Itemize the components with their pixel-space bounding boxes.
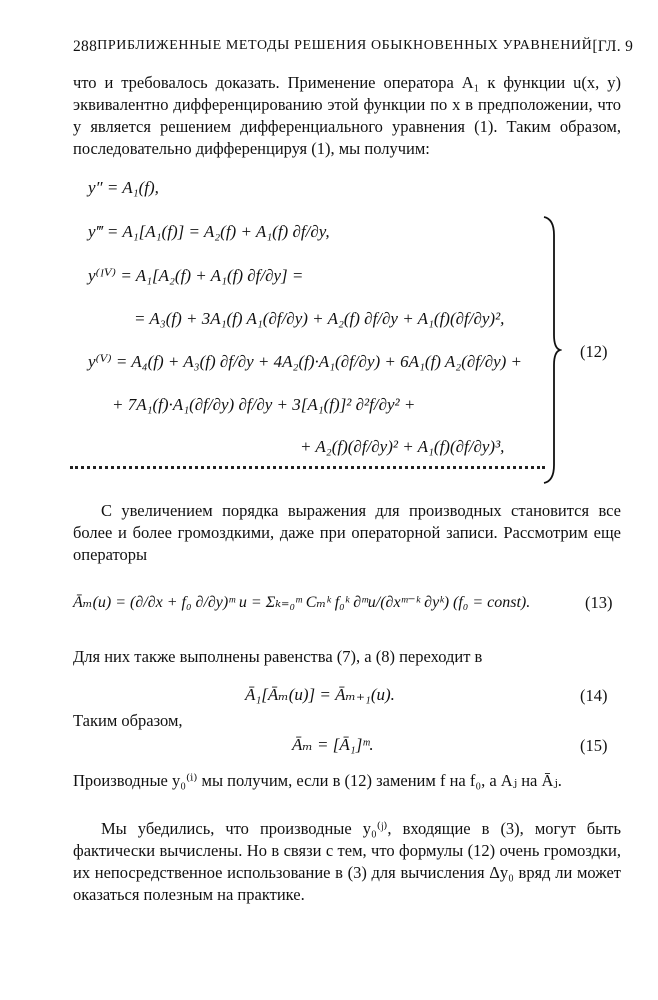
paragraph-4: Таким образом, — [73, 711, 183, 730]
eq-number-13: (13) — [585, 593, 613, 612]
paragraph-2: С увеличением порядка выражения для производных становится все более и более громоздкими, даже при операторной записи. Рассмотрим еще операторы — [73, 501, 621, 564]
eq12-line5: y⁽ⱽ⁾ = A₄(f) + A₃(f) ∂f/∂y + 4A₂(f)·A₁(∂f/∂y) + 6A₁(f) A₂(∂f/∂y) + — [88, 352, 523, 371]
eq12-line1: y″ = A₁(f), — [88, 178, 159, 197]
eq12-line2: y‴ = A₁[A₁(f)] = A₂(f) + A₁(f) ∂f/∂y, — [88, 222, 330, 241]
paragraph-3: Для них также выполнены равенства (7), а (8) переходит в — [73, 647, 483, 666]
eq12-line3: y⁽ᴵⱽ⁾ = A₁[A₂(f) + A₁(f) ∂f/∂y] = — [88, 266, 304, 285]
paragraph-6: Мы убедились, что производные y₀⁽ʲ⁾, входящие в (3), могут быть фактически вычислены. Но в связи с тем, что формулы (12) очень громоздки, их непосредственное использование в (3) для вычисления Δy₀ вряд ли может оказаться полезным на практике. — [73, 819, 621, 904]
right-brace — [540, 215, 562, 485]
eq13: Āₘ(u) = (∂/∂x + f₀ ∂/∂y)ᵐ u = Σₖ₌₀ᵐ Cₘᵏ f₀ᵏ ∂ᵐu/(∂xᵐ⁻ᵏ ∂yᵏ) (f₀ = const). — [73, 594, 531, 611]
eq-number-14: (14) — [580, 686, 608, 705]
page-number: 288 — [73, 38, 98, 55]
chapter-label: [ГЛ. 9 — [592, 38, 634, 55]
eq-number-15: (15) — [580, 736, 608, 755]
continuation-dots — [70, 466, 545, 469]
eq12-line7: + A₂(f)(∂f/∂y)² + A₁(f)(∂f/∂y)³, — [300, 437, 505, 456]
eq12-line4: = A₃(f) + 3A₁(f) A₁(∂f/∂y) + A₂(f) ∂f/∂y + A₁(f)(∂f/∂y)², — [134, 309, 505, 328]
running-header — [73, 38, 634, 56]
eq15: Āₘ = [Ā₁]ᵐ. — [292, 735, 374, 754]
paragraph-1: что и требовалось доказать. Применение оператора A₁ к функции u(x, y) эквивалентно дифференцированию этой функции по x в предположении, что y является решением дифференциального уравнения (1). Таким образом, последовательно дифференцируя (1), мы получим: — [73, 73, 621, 158]
eq12-line6: + 7A₁(f)·A₁(∂f/∂y) ∂f/∂y + 3[A₁(f)]² ∂²f/∂y² + — [112, 395, 416, 414]
running-title: ПРИБЛИЖЕННЫЕ МЕТОДЫ РЕШЕНИЯ ОБЫКНОВЕННЫХ УРАВНЕНИЙ — [97, 38, 593, 53]
paragraph-5: Производные y₀⁽ⁱ⁾ мы получим, если в (12) заменим f на f₀, а Aⱼ на Āⱼ. — [73, 771, 562, 790]
eq14: Ā₁[Āₘ(u)] = Āₘ₊₁(u). — [245, 685, 395, 704]
eq-number-12: (12) — [580, 342, 608, 361]
